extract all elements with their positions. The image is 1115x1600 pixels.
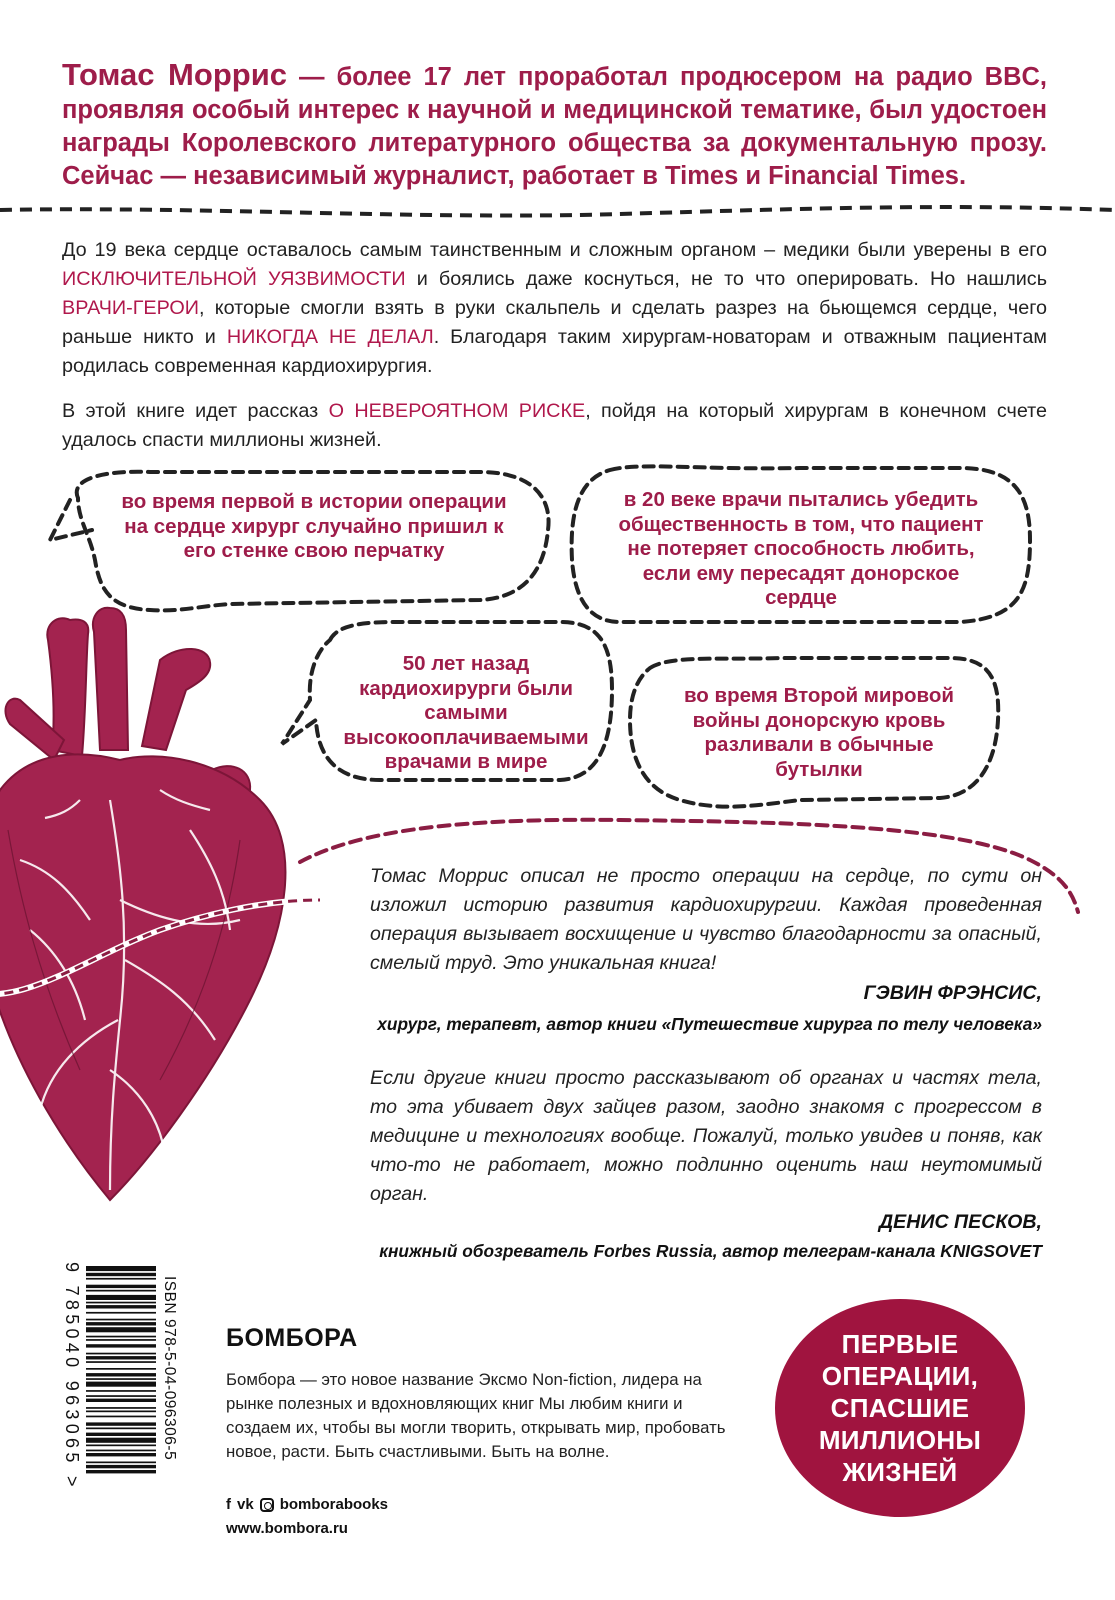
barcode-bar	[86, 1382, 156, 1387]
review-quote-2: Если другие книги просто рассказывают об органах и частях тела, то эта убивает двух зайцев разом, заодно знакомя с прогрессом в медицине и технологиях вообще. Пожалуй, только увидев и поняв, как что-то не работает, можно подлинно оценить наш неутомимый орган.	[370, 1067, 1042, 1205]
barcode-bar	[86, 1390, 156, 1392]
instagram-icon[interactable]	[260, 1498, 274, 1512]
barcode-bar	[86, 1395, 156, 1397]
publisher-description: Бомбора — это новое название Эксмо Non-fiction, лидера на рынке полезных и вдохновляющих книг Мы любим книги и создаем их, чтобы вы могли творить, открывать мир, пробовать новое, расти. Быть счастливыми. Быть на волне.	[226, 1370, 726, 1461]
fact-bubble-love: в 20 веке врачи пытались убедить общественность в том, что пациент не потеряет способность любить, если ему пересадят донорское сердце	[618, 488, 984, 609]
intro-paragraph-1	[62, 236, 1047, 381]
barcode-bar	[86, 1470, 156, 1473]
barcode-bar	[86, 1356, 156, 1359]
intro-p2-a: В этой книге идет рассказ	[62, 400, 329, 422]
barcode-bar	[86, 1353, 156, 1355]
badge-line-3: СПАСШИЕ	[830, 1393, 970, 1423]
highlight-incredible-risk: О НЕВЕРОЯТНОМ РИСКЕ	[328, 400, 586, 422]
intro-p1-d: . Благодаря таким хирургам-новаторам и отважным пациентам родилась современная кардиохирургия.	[62, 326, 1047, 377]
review-role-2: книжный обозреватель Forbes Russia, автор телеграм-канала KNIGSOVET	[379, 1241, 1042, 1261]
heart-illustration	[0, 600, 320, 1220]
barcode-bar	[86, 1336, 156, 1338]
barcode-bar	[86, 1361, 156, 1363]
dashed-separator	[0, 196, 1115, 226]
barcode-bar	[86, 1339, 156, 1341]
publisher-logo: БОМБОРА	[226, 1324, 358, 1352]
review-role-1: хирург, терапевт, автор книги «Путешествие хирурга по телу человека»	[377, 1014, 1042, 1034]
barcode-digits: 9 785040 963065 >	[62, 1262, 82, 1491]
intro-p1-b: и боялись даже коснуться, не то что оперировать. Но нашлись	[405, 268, 1047, 290]
highlight-doctors-heroes: ВРАЧИ-ГЕРОИ	[62, 297, 199, 319]
barcode-bar	[86, 1438, 156, 1443]
badge-line-1: ПЕРВЫЕ	[841, 1329, 959, 1359]
barcode-bar	[86, 1273, 156, 1276]
barcode-bar	[86, 1305, 156, 1308]
barcode-bar	[86, 1445, 156, 1447]
barcode-bar	[86, 1407, 156, 1409]
barcode-bar	[86, 1295, 156, 1300]
social-handle[interactable]: bomborabooks	[279, 1496, 389, 1513]
fact-bubble-blood: во время Второй мировой войны донорскую кровь разливали в обычные бутылки	[683, 684, 955, 781]
facebook-icon[interactable]: f	[226, 1496, 231, 1513]
barcode-bar	[86, 1433, 156, 1436]
fact-bubble-glove: во время первой в истории операции на сердце хирург случайно пришил к его стенке свою перчатку	[121, 490, 507, 562]
barcode-bar	[86, 1453, 156, 1456]
social-links	[226, 1496, 388, 1513]
barcode-bar	[86, 1327, 156, 1332]
author-bio-text: — более 17 лет проработал продюсером на радио BBC, проявляя особый интерес к научной и медицинской тематике, был удостоен награды Королевского литературного общества за документальную прозу. Сейчас — независимый журналист, работает в Times и Financial Times.	[62, 63, 1047, 190]
barcode-bar	[86, 1399, 156, 1402]
barcode-bar	[86, 1322, 156, 1325]
vk-icon[interactable]: vk	[237, 1496, 254, 1513]
barcode-bar	[86, 1378, 156, 1380]
barcode-bar	[86, 1411, 156, 1413]
barcode-bar	[86, 1422, 156, 1425]
barcode-bar	[86, 1450, 156, 1452]
highlight-never-done: НИКОГДА НЕ ДЕЛАЛ	[226, 326, 434, 348]
review-quote-1: Томас Моррис описал не просто операции на сердце, по сути он изложил историю развития кардиохирургии. Каждая проведенная операция вызывает восхищение и чувство благодарности за опасный, смелый труд. Это уникальная книга!	[370, 865, 1042, 974]
barcode-bar	[86, 1302, 156, 1304]
review-author-1: ГЭВИН ФРЭНСИС,	[863, 982, 1042, 1004]
barcode-bar	[86, 1344, 156, 1347]
badge-line-4: МИЛЛИОНЫ	[818, 1425, 982, 1455]
intro-p2-b: , пойдя на который хирургам в конечном счете удалось спасти миллионы жизней.	[62, 400, 1047, 451]
isbn-text: ISBN 978-5-04-096306-5	[161, 1276, 178, 1461]
intro-text	[62, 236, 1047, 471]
barcode-bar	[86, 1428, 156, 1430]
barcode-bar	[86, 1290, 156, 1292]
barcode-bar	[86, 1416, 156, 1418]
author-name: Томас Моррис	[62, 57, 287, 92]
promo-badge	[775, 1299, 1025, 1517]
barcode-bar	[86, 1266, 156, 1271]
barcode-bar	[86, 1462, 156, 1464]
intro-p1-a: До 19 века сердце оставалось самым таинственным и сложным органом – медики были уверены в его	[62, 239, 1047, 261]
barcode-bar	[86, 1312, 156, 1314]
barcode-bar	[86, 1278, 156, 1280]
badge-line-2: ОПЕРАЦИИ,	[821, 1361, 979, 1391]
intro-p1-c: , которые смогли взять в руки скальпель и сделать разрез на бьющемся сердце, чего раньше никто и	[62, 297, 1047, 348]
fact-bubble-salary: 50 лет назад кардиохирурги были самыми высокооплачиваемыми врачами в мире	[343, 652, 589, 773]
barcode-bar	[86, 1465, 156, 1468]
review-author-2: ДЕНИС ПЕСКОВ,	[879, 1211, 1042, 1233]
promo-badge-text	[819, 1328, 981, 1488]
barcode-bar	[86, 1373, 156, 1376]
barcode-bar	[86, 1285, 156, 1288]
highlight-vulnerability: ИСКЛЮЧИТЕЛЬНОЙ УЯЗВИМОСТИ	[62, 268, 406, 290]
intro-paragraph-2	[62, 397, 1047, 455]
barcode-bar	[86, 1368, 156, 1370]
website-link[interactable]: www.bombora.ru	[226, 1520, 348, 1537]
barcode-bar	[86, 1319, 156, 1321]
author-bio	[62, 58, 1047, 193]
badge-line-5: ЖИЗНЕЙ	[842, 1457, 958, 1487]
